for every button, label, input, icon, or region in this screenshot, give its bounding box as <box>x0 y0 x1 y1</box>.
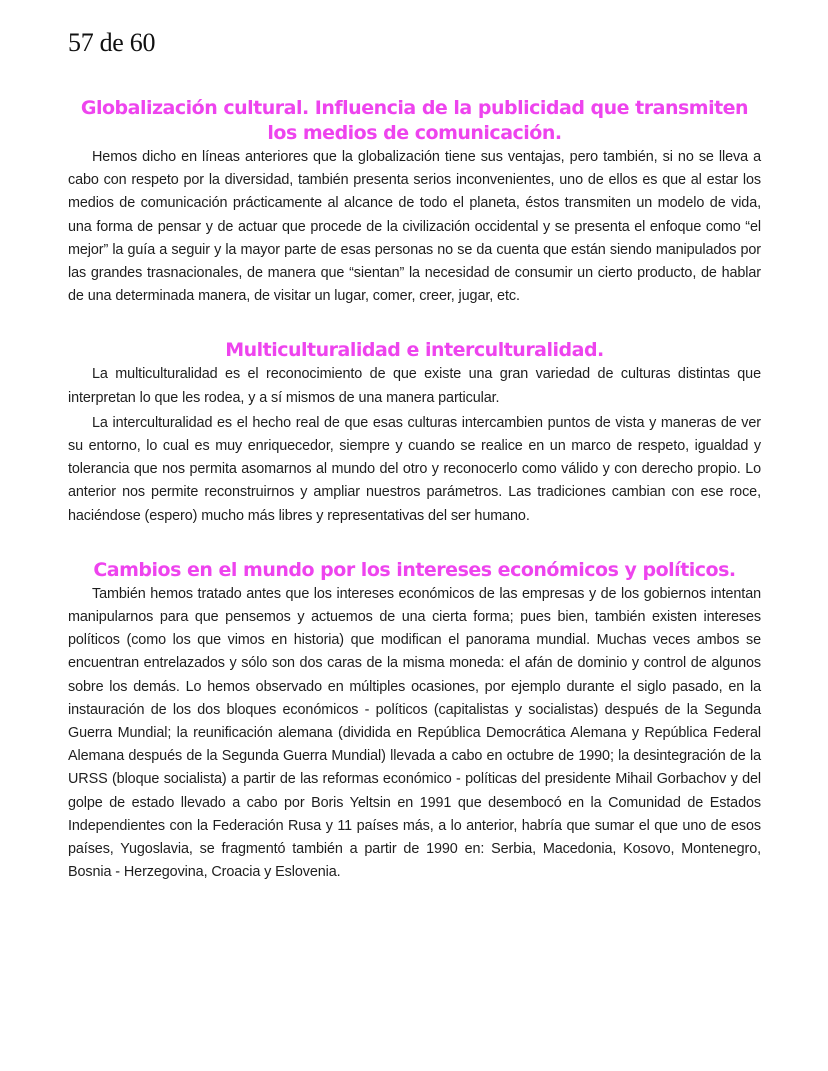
section-cambios-en-el-mundo <box>68 558 761 885</box>
section-multiculturalidad <box>68 338 761 527</box>
paragraph: La interculturalidad es el hecho real de que esas culturas intercambien puntos de vista y maneras de ver su entorno, lo cual es muy enriquecedor, siempre y cuando se realice en un marco de respeto, igualdad y tolerancia que nos permita asomarnos al mundo del otro y reconocerlo como válido y con derecho propio. Lo anterior nos permite reconstruirnos y ampliar nuestros parámetros. Las tradiciones cambian con ese roce, haciéndose (espero) mucho más libres y representativas del ser humano. <box>68 414 761 524</box>
page-number: 57 de 60 <box>68 28 156 57</box>
paragraph: La multiculturalidad es el reconocimiento de que existe una gran variedad de culturas distintas que interpretan lo que les rodea, y a sí mismos de una manera particular. <box>68 366 761 406</box>
paragraph: Hemos dicho en líneas anteriores que la globalización tiene sus ventajas, pero también, si no se lleva a cabo con respeto por la diversidad, también presenta serios inconvenientes, uno de ellos es que al estar los medios de comunicación prácticamente al alcance de todo el planeta, éstos transmiten un modelo de vida, una forma de pensar y de actuar que procede de la civilización occidental y se presenta el enfoque como “el mejor” la guía a seguir y la mayor parte de esas personas no se da cuenta que están siendo manipulados por las grandes trasnacionales, de manera que “sientan” la necesidad de consumir un cierto producto, de hablar de una determinada manera, de visitar un lugar, comer, creer, jugar, etc. <box>68 149 761 305</box>
paragraph: También hemos tratado antes que los intereses económicos de las empresas y de los gobiernos intentan manipularnos para que pensemos y actuemos de una cierta forma; pues bien, también existen intereses políticos (como los que vimos en historia) que modifican el panorama mundial. Muchas veces ambos se encuentran entrelazados y sólo son dos caras de la misma moneda: el afán de dominio y control de algunos sobre los demás. Lo hemos observado en múltiples ocasiones, por ejemplo durante el siglo pasado, en la instauración de los dos bloques económicos - políticos (capitalistas y socialistas) después de la Segunda Guerra Mundial; la reunificación alemana (dividida en República Democrática Alemana y República Federal Alemana después de la Segunda Guerra Mundial) llevada a cabo en octubre de 1990; la desintegración de la URSS (bloque socialista) a partir de las reformas económico - políticas del presidente Mihail Gorbachov y del golpe de estado llevado a cabo por Boris Yeltsin en 1991 que desembocó en la Comunidad de Estados Independientes con la Federación Rusa y 11 países más, a lo anterior, habría que sumar el que uno de esos países, Yugoslavia, se fragmentó también a partir de 1990 en: Serbia, Macedonia, Kosovo, Montenegro, Bosnia - Herzegovina, Croacia y Eslovenia. <box>68 585 761 881</box>
section-heading: Globalización cultural. Influencia de la publicidad que transmiten los medios de comunicación. <box>80 97 749 144</box>
section-heading: Multiculturalidad e interculturalidad. <box>225 339 604 362</box>
section-heading: Cambios en el mundo por los intereses económicos y políticos. <box>93 558 736 581</box>
document-body <box>68 96 761 884</box>
section-globalizacion-cultural <box>68 96 761 308</box>
